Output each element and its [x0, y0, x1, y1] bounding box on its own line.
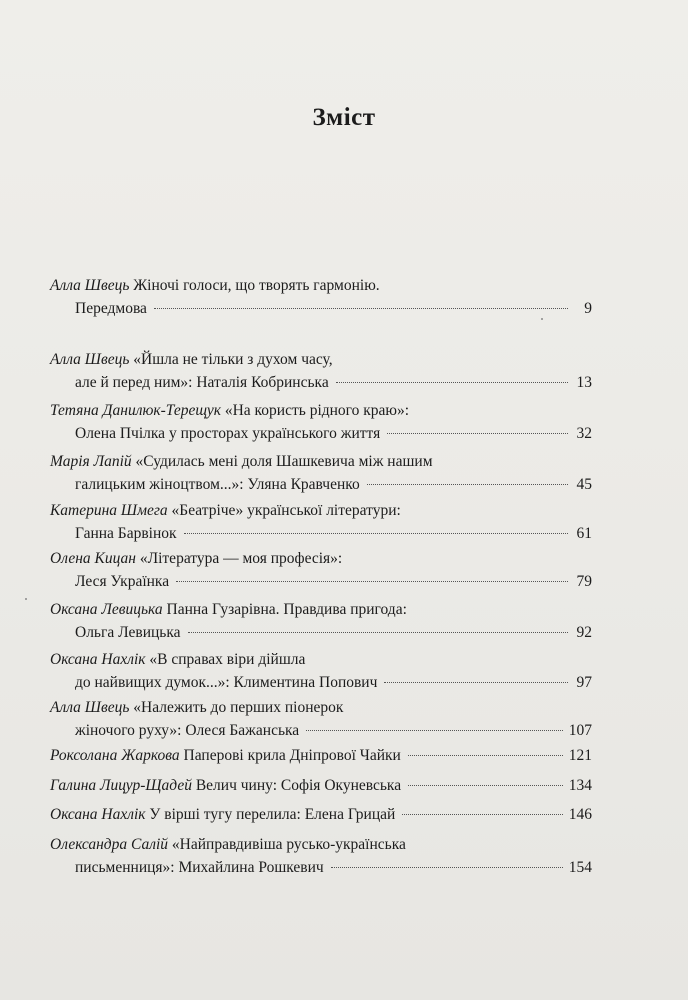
entry-author: Оксана Нахлік — [50, 651, 146, 668]
toc-entry[interactable] — [50, 450, 592, 496]
entry-author: Роксолана Жаркова — [50, 747, 180, 764]
entry-title: «Беатріче» української літератури: — [171, 502, 401, 519]
entry-title-cont: галицьким жіноцтвом...»: Уляна Кравченко — [75, 476, 360, 493]
entry-page: 32 — [576, 425, 592, 442]
toc-entry[interactable] — [50, 499, 592, 545]
entry-author: Оксана Нахлік — [50, 806, 146, 823]
entry-author: Алла Швець — [50, 277, 130, 294]
entry-page: 121 — [568, 747, 592, 764]
entry-author: Катерина Шмега — [50, 502, 168, 519]
entry-title: «Література — моя професія»: — [139, 550, 343, 567]
entry-page: 134 — [568, 777, 592, 794]
paper-speck — [25, 598, 27, 600]
entry-author: Алла Швець — [50, 351, 130, 368]
entry-page: 9 — [584, 300, 592, 317]
entry-title-cont: але й перед ним»: Наталія Кобринська — [75, 374, 329, 391]
toc-entry[interactable] — [50, 598, 592, 644]
toc-entry[interactable] — [50, 348, 592, 394]
entry-title: Жіночі голоси, що творять гармонію. — [133, 277, 380, 294]
entry-title: Паперові крила Дніпрової Чайки — [183, 747, 401, 764]
dot-leader — [408, 755, 563, 756]
entry-author: Алла Швець — [50, 699, 130, 716]
entry-title-cont: Ганна Барвінок — [75, 525, 177, 542]
dot-leader — [367, 484, 568, 485]
entry-title: Панна Гузарівна. Правдива пригода: — [166, 601, 407, 618]
dot-leader — [176, 581, 568, 582]
toc-entry[interactable] — [50, 274, 592, 320]
entry-author: Галина Лицур-Щадей — [50, 777, 192, 794]
toc-entry[interactable] — [50, 648, 592, 694]
entry-title-cont: письменниця»: Михайлина Рошкевич — [75, 859, 324, 876]
dot-leader — [384, 682, 568, 683]
toc-entry[interactable] — [50, 696, 592, 742]
dot-leader — [184, 533, 568, 534]
toc-entry[interactable] — [50, 833, 592, 879]
entry-author: Тетяна Данилюк-Терещук — [50, 402, 221, 419]
entry-author: Марія Лапій — [50, 453, 132, 470]
dot-leader — [336, 382, 568, 383]
entry-page: 45 — [576, 476, 592, 493]
page-title: Зміст — [312, 104, 376, 131]
entry-title: «Належить до перших піонерок — [133, 699, 344, 716]
entry-page: 154 — [568, 859, 592, 876]
entry-author: Олександра Салій — [50, 836, 169, 853]
dot-leader — [408, 785, 563, 786]
entry-title: У вірші тугу перелила: Елена Грицай — [149, 806, 396, 823]
entry-author: Олена Кицан — [50, 550, 136, 567]
toc-entry[interactable] — [50, 803, 592, 826]
dot-leader — [331, 867, 563, 868]
entry-title-cont: Передмова — [75, 300, 147, 317]
entry-page: 97 — [576, 674, 592, 691]
entry-title: «Йшла не тільки з духом часу, — [133, 351, 333, 368]
entry-author: Оксана Левицька — [50, 601, 163, 618]
dot-leader — [306, 730, 563, 731]
entry-page: 61 — [576, 525, 592, 542]
entry-title-cont: Ольга Левицька — [75, 624, 181, 641]
dot-leader — [188, 632, 568, 633]
entry-page: 13 — [576, 374, 592, 391]
dot-leader — [154, 308, 568, 309]
entry-page: 79 — [576, 573, 592, 590]
toc-entry[interactable] — [50, 399, 592, 445]
entry-page: 107 — [568, 722, 592, 739]
entry-title-cont: до найвищих думок...»: Климентина Попович — [75, 674, 378, 691]
entry-title-cont: Леся Українка — [75, 573, 170, 590]
entry-page: 146 — [568, 806, 592, 823]
toc-entry[interactable] — [50, 547, 592, 593]
entry-title-cont: жіночого руху»: Олеся Бажанська — [75, 722, 300, 739]
toc-entry[interactable] — [50, 744, 592, 767]
entry-title: «Судилась мені доля Шашкевича між нашим — [135, 453, 433, 470]
entry-title: «В справах віри дійшла — [149, 651, 306, 668]
entry-page: 92 — [576, 624, 592, 641]
dot-leader — [402, 814, 562, 815]
entry-title: «Найправдивіша русько-українська — [171, 836, 406, 853]
entry-title-cont: Олена Пчілка у просторах українського життя — [75, 425, 381, 442]
dot-leader — [387, 433, 568, 434]
entry-title: Велич чину: Софія Окуневська — [195, 777, 402, 794]
paper-speck — [541, 318, 543, 320]
toc-entry[interactable] — [50, 774, 592, 797]
entry-title: «На користь рідного краю»: — [224, 402, 410, 419]
